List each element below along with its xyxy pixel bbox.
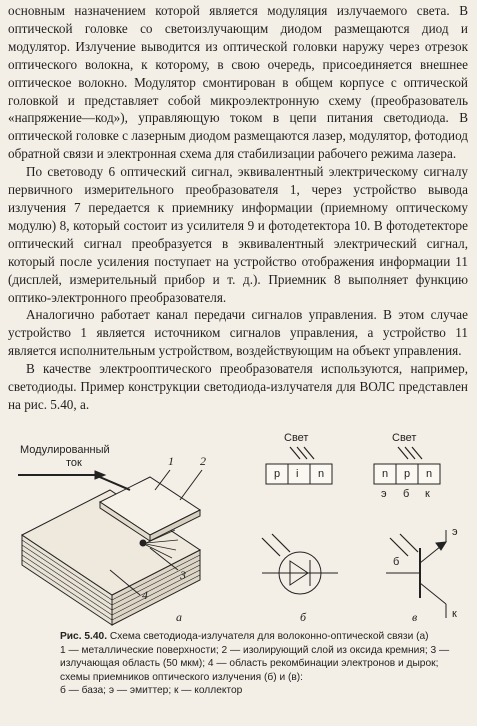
paragraph-4: В качестве электрооптического преобразователя используются, например, светодиоды. Пример конструкции светодиода-излучателя для ВОЛС представлен на рис. 5.40, а. <box>8 361 468 412</box>
subfig-c: в <box>412 610 418 624</box>
paragraph-1: основным назначением которой является модуляция излучаемого света. В оптической головке со светоизлучающим диодом размещаются диод и модулятор. Излучение выводится из оптической головки наружу через отрезок оптического волокна, к которому, в свою очередь, присоединяется внешнее оптическое волокно. Модулятор смонтирован в общем корпусе с оптической головкой и представляет собой микроэлектронную схему (преобразователь «напряжение—код»), управляющую током в цепи питания светодиода. В оптической головке с лазерным диодом размещаются лазер, модулятор, фотодиод обратной связи и электронная схема для стабилизации рабочего режима лазера. <box>8 3 468 162</box>
caption-title <box>60 630 470 644</box>
caption-legend-a: 1 — металлические поверхности; 2 — изолирующий слой из оксида кремния; 3 — излучающая область (50 мкм); 4 — область рекомбинации электронов и дырок; <box>60 644 450 670</box>
caption-line-4: б — база; э — эмиттер; к — коллектор <box>60 685 243 697</box>
label-modulated: Модулированный <box>20 444 110 456</box>
subfig-b: б <box>300 610 307 624</box>
npn-base-label: б <box>403 488 410 500</box>
caption-line-3: схемы приемников оптического излучения (б) и (в): <box>60 671 303 683</box>
label-current: ток <box>66 457 82 469</box>
pin-n: n <box>318 468 325 480</box>
paragraph-2: По световоду 6 оптический сигнал, эквивалентный электрическому сигналу первичного измерительного преобразователя 1, через устройство вывода излучения 7 передается к приемнику информации (приемному оптическому модулю) 8, который состоит из усилителя 9 и фотодетектора 10. В фотодетекторе оптический сигнал преобразуется в эквивалентный электрический сигнал, который после усиления поступает на устройство отображения информации 11 (дисплей, измерительный прибор и т. д.). Приемник 8 выполняет функцию оптико-электронного преобразователя. <box>8 164 468 305</box>
npn-emitter-label: э <box>381 488 387 500</box>
callout-3: 3 <box>180 568 186 582</box>
npn-n1: n <box>382 468 389 480</box>
pin-p: p <box>274 468 281 480</box>
callout-4: 4 <box>142 588 148 602</box>
callout-1: 1 <box>168 454 174 468</box>
sym-collector-label: к <box>452 608 457 620</box>
pin-i: i <box>296 468 299 480</box>
figure-caption <box>60 630 470 698</box>
caption-number: Рис. 5.40. <box>60 631 108 642</box>
paragraph-3: Аналогично работает канал передачи сигналов управления. В этом случае устройство 1 является источником сигналов управления, а устройство 11 является исполнительным устройством, воздействующим на объект управления. <box>8 307 468 359</box>
npn-collector-label: к <box>425 488 430 500</box>
label-light-b: Свет <box>284 432 309 444</box>
current-wire <box>18 475 130 490</box>
label-light-c: Свет <box>392 432 417 444</box>
body-text <box>8 2 468 414</box>
npn-p: p <box>404 468 411 480</box>
caption-title-text: Схема светодиода-излучателя для волоконно-оптической связи (а) <box>109 631 429 642</box>
npn-n2: n <box>426 468 433 480</box>
callout-2: 2 <box>200 454 206 468</box>
figure-5-40 <box>0 430 477 630</box>
sym-emitter-label: э <box>452 526 458 538</box>
sym-base-label: б <box>393 556 400 568</box>
subfig-a: а <box>176 610 182 624</box>
